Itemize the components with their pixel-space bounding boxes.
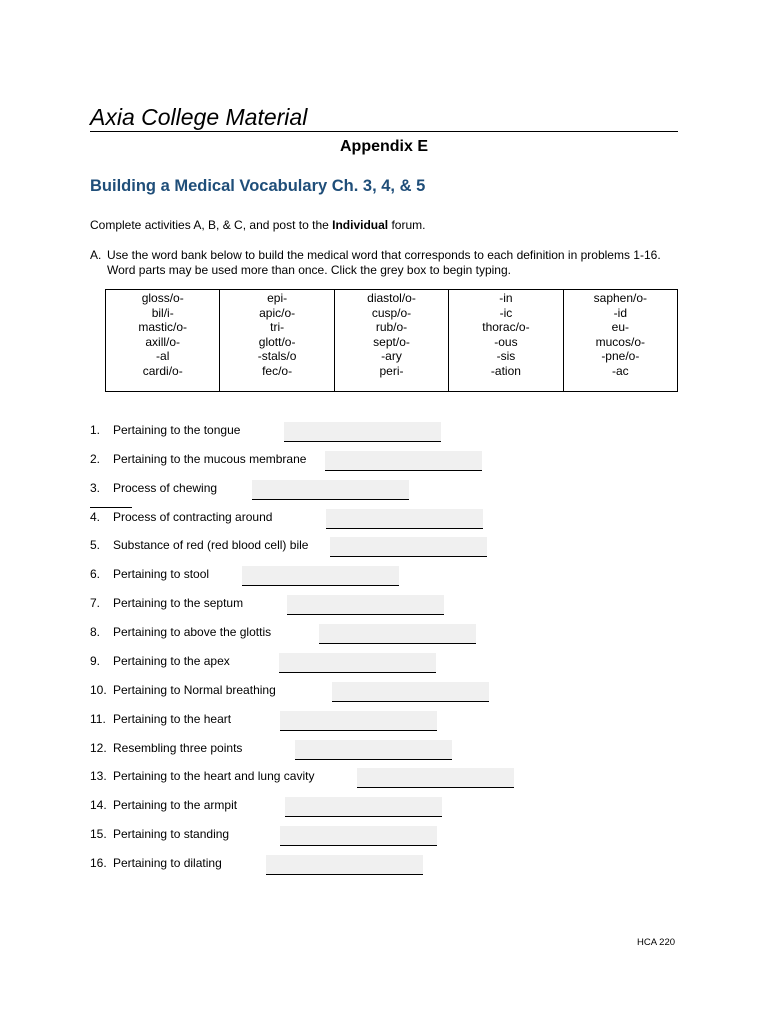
question-text: Pertaining to standing — [113, 827, 230, 841]
question-row — [90, 856, 222, 870]
answer-field[interactable] — [357, 768, 514, 788]
question-number: 1. — [90, 423, 101, 437]
answer-field[interactable] — [319, 624, 476, 644]
question-number: 15. — [90, 827, 107, 841]
word-part: rub/o- — [375, 320, 408, 334]
question-row — [90, 510, 272, 524]
instruction-forum-name: Individual — [332, 218, 389, 232]
question-row — [90, 741, 242, 755]
question-text: Pertaining to the septum — [113, 596, 244, 610]
word-part: apic/o- — [259, 305, 296, 320]
question-text: Process of chewing — [113, 481, 218, 495]
question-number: 13. — [90, 769, 107, 783]
question-number: 8. — [90, 625, 101, 639]
answer-field[interactable] — [295, 740, 452, 760]
word-bank-column — [220, 290, 334, 391]
word-part: mucos/o- — [595, 334, 645, 349]
answer-field[interactable] — [279, 653, 436, 673]
appendix-heading: Appendix E — [339, 138, 428, 155]
answer-field[interactable] — [285, 797, 442, 817]
question-row — [90, 423, 240, 437]
word-bank-table — [105, 289, 678, 392]
question-row — [90, 654, 230, 668]
word-bank-column — [564, 290, 677, 391]
word-part: glott/o- — [258, 334, 296, 349]
part-a-text: Use the word bank below to build the medical word that corresponds to each definition in problems 1-16. Word parts may be used more than once. Click the grey box to begin typing. — [107, 248, 661, 277]
question-text: Substance of red (red blood cell) bile — [113, 538, 309, 552]
header-divider — [90, 131, 678, 132]
question-text: Pertaining to the heart and lung cavity — [113, 769, 315, 783]
answer-field[interactable] — [332, 682, 489, 702]
question-text: Pertaining to above the glottis — [113, 625, 272, 639]
answer-field[interactable] — [330, 537, 487, 557]
question-text: Pertaining to stool — [113, 567, 210, 581]
question-text: Pertaining to the apex — [113, 654, 230, 668]
question-number: 7. — [90, 596, 101, 610]
answer-field[interactable] — [280, 711, 437, 731]
word-part: -ous — [494, 334, 518, 349]
word-part: -sis — [496, 349, 516, 363]
question-number: 10. — [90, 683, 107, 697]
question-text: Resembling three points — [113, 741, 243, 755]
word-part: peri- — [379, 363, 404, 378]
word-part: bil/i- — [151, 305, 174, 320]
question-number: 2. — [90, 452, 101, 466]
word-part: epi- — [267, 291, 288, 305]
footer-course-code: HCA 220 — [637, 937, 676, 948]
word-bank-column — [106, 290, 220, 391]
question-text: Pertaining to dilating — [113, 856, 222, 870]
answer-field[interactable] — [280, 826, 437, 846]
word-part: -al — [156, 349, 170, 363]
instruction-before: Complete activities A, B, & C, and post to the — [90, 218, 333, 232]
question-text: Pertaining to the mucous membrane — [113, 452, 307, 466]
word-part: -ic — [499, 305, 513, 320]
word-part: mastic/o- — [138, 320, 188, 334]
answer-field[interactable] — [287, 595, 444, 615]
document-header-title: Axia College Material — [90, 104, 308, 130]
question-number: 12. — [90, 741, 107, 755]
question-row — [90, 625, 271, 639]
word-bank-column — [335, 290, 449, 391]
word-part: thorac/o- — [482, 320, 530, 334]
word-part: gloss/o- — [141, 291, 184, 305]
word-part: cusp/o- — [371, 305, 412, 320]
question-number: 3. — [90, 481, 101, 495]
question-row — [90, 769, 314, 783]
question-row — [90, 712, 231, 726]
word-part: tri- — [270, 320, 285, 334]
question-number: 5. — [90, 538, 101, 552]
question-row — [90, 481, 217, 495]
word-part: sept/o- — [373, 334, 410, 349]
question-row — [90, 683, 276, 697]
word-part: cardi/o- — [142, 363, 183, 378]
word-part: -ary — [381, 349, 402, 363]
question-text: Process of contracting around — [113, 510, 273, 524]
question-row — [90, 827, 229, 841]
word-part: -id — [613, 305, 627, 320]
word-bank-column — [449, 290, 563, 391]
question-text: Pertaining to the heart — [113, 712, 232, 726]
word-part: -ation — [490, 363, 521, 378]
question-row — [90, 452, 306, 466]
word-part: -stals/o — [257, 349, 297, 363]
question-number: 11. — [90, 712, 106, 726]
part-a-letter: A. — [90, 248, 102, 262]
word-part: -ac — [611, 363, 629, 378]
word-part: axill/o- — [145, 334, 181, 349]
question-row — [90, 538, 308, 552]
question-row — [90, 567, 209, 581]
instruction-after: forum. — [388, 218, 426, 232]
word-part: fec/o- — [262, 363, 293, 378]
question-4-underline-mark — [90, 507, 132, 508]
question-number: 14. — [90, 798, 107, 812]
answer-field[interactable] — [325, 451, 482, 471]
answer-field[interactable] — [284, 422, 441, 442]
answer-field[interactable] — [326, 509, 483, 529]
question-number: 6. — [90, 567, 101, 581]
question-number: 16. — [90, 856, 107, 870]
question-text: Pertaining to the tongue — [113, 423, 241, 437]
answer-field[interactable] — [252, 480, 409, 500]
word-part: saphen/o- — [593, 291, 648, 305]
question-number: 4. — [90, 510, 101, 524]
word-part: diastol/o- — [367, 291, 416, 305]
question-number: 9. — [90, 654, 101, 668]
question-text: Pertaining to Normal breathing — [113, 683, 276, 697]
section-title: Building a Medical Vocabulary Ch. 3, 4, & 5 — [90, 177, 426, 195]
part-a-instructions — [90, 248, 680, 277]
word-part: -pne/o- — [601, 349, 640, 363]
answer-field[interactable] — [266, 855, 423, 875]
question-row — [90, 798, 237, 812]
word-part: -in — [499, 291, 513, 305]
instruction-text — [90, 218, 425, 232]
question-text: Pertaining to the armpit — [113, 798, 238, 812]
word-part: eu- — [611, 320, 629, 334]
question-row — [90, 596, 243, 610]
answer-field[interactable] — [242, 566, 399, 586]
